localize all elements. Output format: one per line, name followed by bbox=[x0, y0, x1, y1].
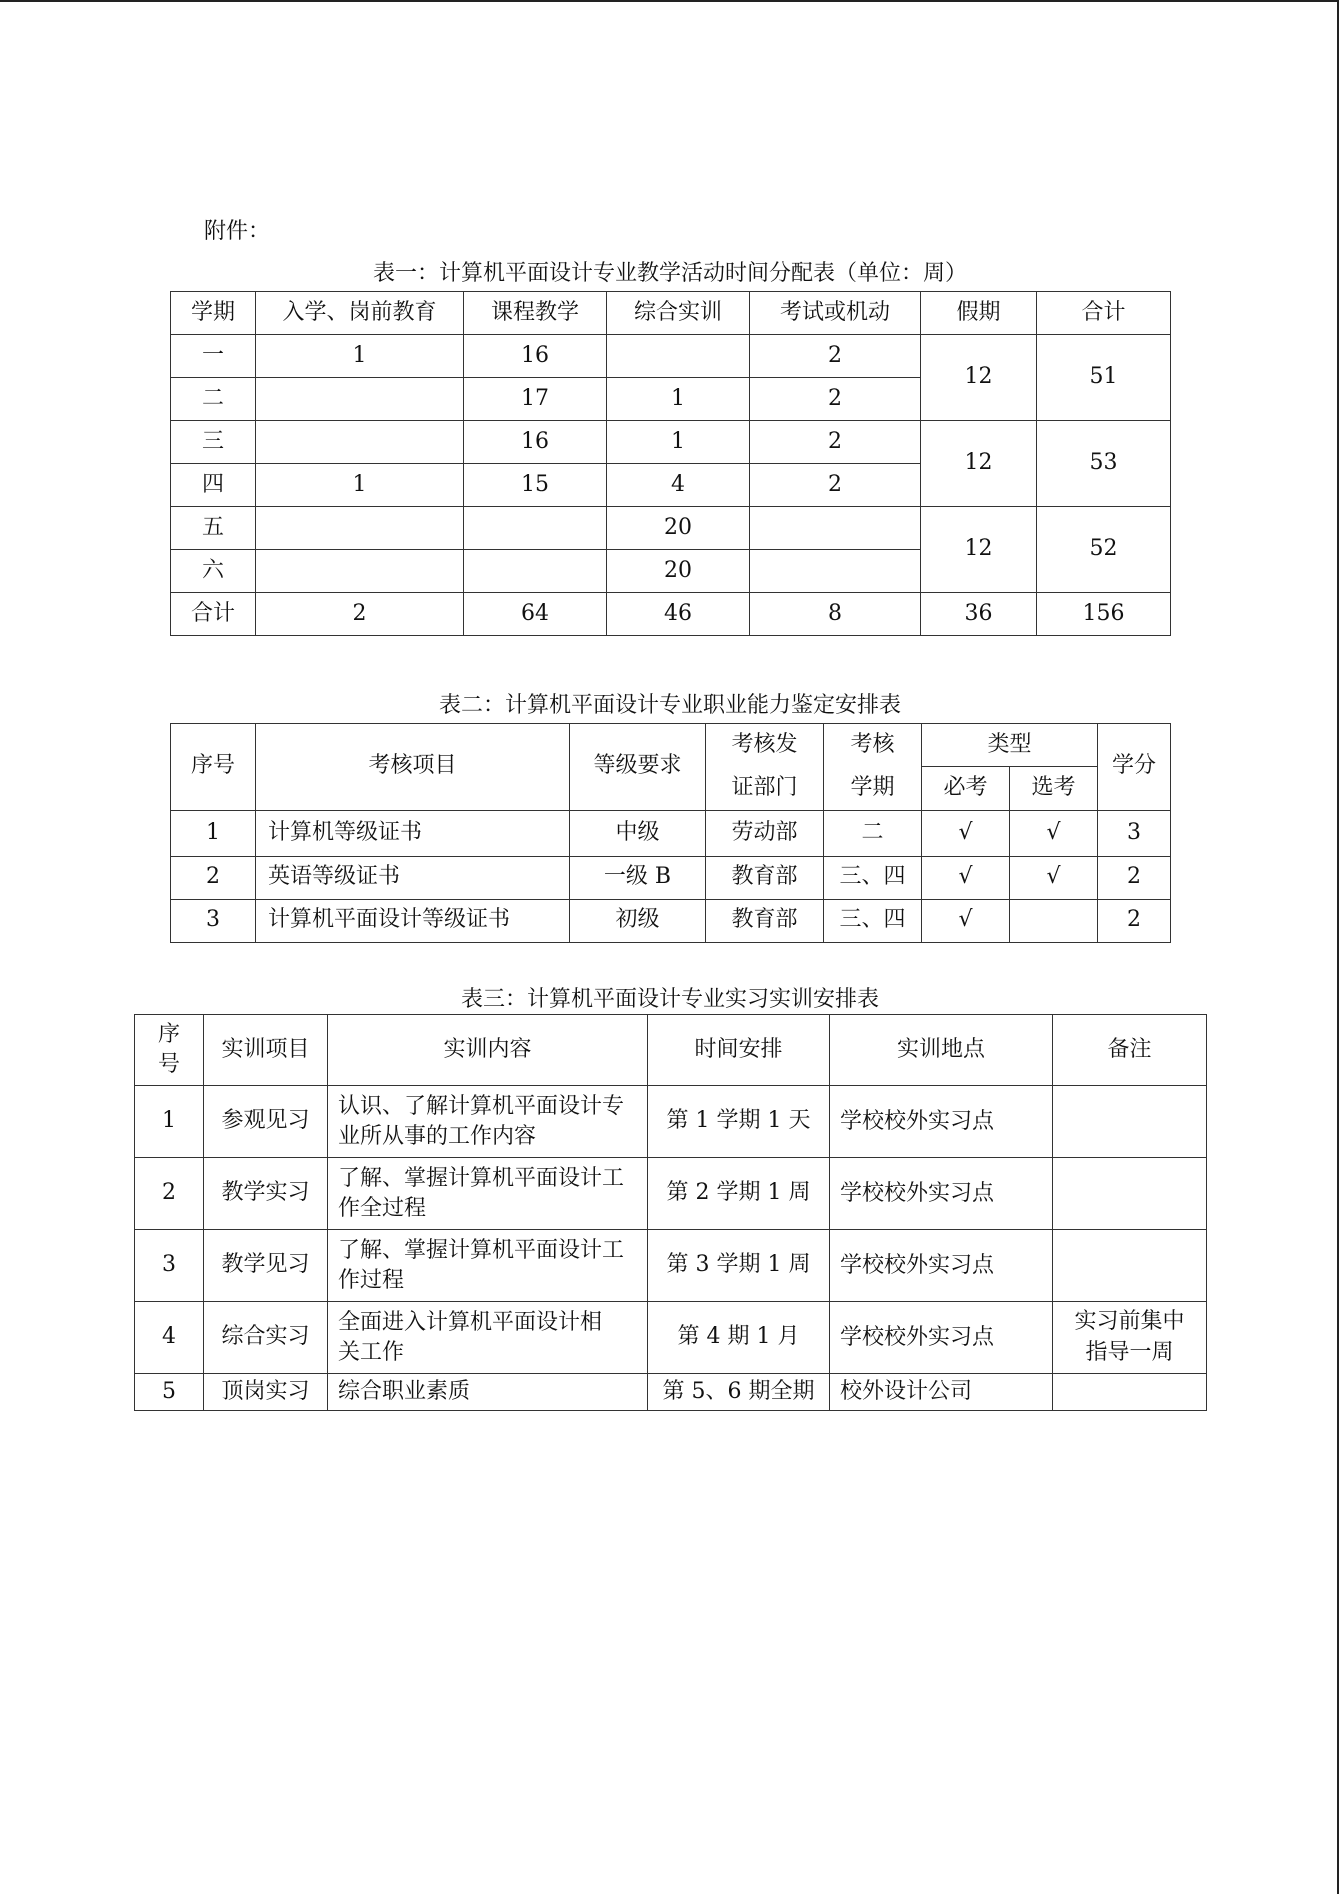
no-cell: 2 bbox=[171, 856, 256, 899]
header-cell: 实训项目 bbox=[204, 1015, 328, 1086]
time-allocation-table bbox=[170, 291, 1171, 636]
course-cell: 16 bbox=[464, 335, 607, 378]
content-line: 认识、了解计算机平面设计专 bbox=[338, 1093, 625, 1119]
term-cell: 二 bbox=[824, 810, 922, 856]
content-line: 全面进入计算机平面设计相 bbox=[338, 1309, 603, 1335]
header-cell: 考核项目 bbox=[256, 724, 570, 811]
header-cell: 实训内容 bbox=[328, 1015, 648, 1086]
project-cell: 综合实习 bbox=[204, 1302, 328, 1374]
remark-cell bbox=[1053, 1230, 1207, 1302]
level-cell: 初级 bbox=[570, 899, 706, 942]
course-cell bbox=[464, 507, 607, 550]
header-cell: 综合实训 bbox=[607, 292, 750, 335]
dept-cell: 劳动部 bbox=[706, 810, 824, 856]
content-cell bbox=[328, 1158, 648, 1230]
optional-cell: √ bbox=[1010, 856, 1098, 899]
header-cell: 类型 bbox=[922, 724, 1098, 767]
no-cell: 3 bbox=[171, 899, 256, 942]
header-cell: 考试或机动 bbox=[750, 292, 921, 335]
term-cell: 六 bbox=[171, 550, 256, 593]
total-cell: 53 bbox=[1037, 421, 1171, 507]
item-cell: 计算机等级证书 bbox=[256, 810, 570, 856]
item-cell: 英语等级证书 bbox=[256, 856, 570, 899]
course-cell: 17 bbox=[464, 378, 607, 421]
entrance-cell: 1 bbox=[256, 464, 464, 507]
project-cell: 教学见习 bbox=[204, 1230, 328, 1302]
header-cell: 等级要求 bbox=[570, 724, 706, 811]
total-label-cell: 合计 bbox=[171, 593, 256, 636]
content-line: 综合职业素质 bbox=[338, 1379, 471, 1405]
vacation-cell: 12 bbox=[921, 335, 1037, 421]
header-cell bbox=[706, 724, 824, 811]
no-cell: 1 bbox=[135, 1086, 204, 1158]
header-cell: 入学、岗前教育 bbox=[256, 292, 464, 335]
header-cell: 实训地点 bbox=[830, 1015, 1053, 1086]
header-line: 学期 bbox=[850, 774, 895, 800]
vacation-cell: 36 bbox=[921, 593, 1037, 636]
required-cell: √ bbox=[922, 810, 1010, 856]
schedule-cell: 第 5、6 期全期 bbox=[648, 1374, 830, 1411]
exam-cell: 2 bbox=[750, 421, 921, 464]
exam-cell: 8 bbox=[750, 593, 921, 636]
content-line: 作过程 bbox=[338, 1267, 405, 1293]
course-cell: 16 bbox=[464, 421, 607, 464]
no-cell: 4 bbox=[135, 1302, 204, 1374]
exam-cell: 2 bbox=[750, 378, 921, 421]
header-line: 号 bbox=[157, 1052, 180, 1077]
total-cell: 52 bbox=[1037, 507, 1171, 593]
header-cell: 必考 bbox=[922, 767, 1010, 810]
project-cell: 教学实习 bbox=[204, 1158, 328, 1230]
table3-caption: 表三：计算机平面设计专业实习实训安排表 bbox=[460, 987, 879, 1012]
dept-cell: 教育部 bbox=[706, 856, 824, 899]
content-line: 了解、掌握计算机平面设计工 bbox=[338, 1237, 625, 1263]
required-cell: √ bbox=[922, 899, 1010, 942]
header-line: 序 bbox=[157, 1022, 180, 1048]
remark-cell bbox=[1053, 1302, 1207, 1374]
header-line: 证部门 bbox=[731, 774, 798, 800]
practical-cell: 46 bbox=[607, 593, 750, 636]
entrance-cell bbox=[256, 507, 464, 550]
no-cell: 5 bbox=[135, 1374, 204, 1411]
content-line: 作全过程 bbox=[338, 1195, 427, 1221]
remark-line: 实习前集中 bbox=[1074, 1308, 1185, 1334]
table-header-row bbox=[135, 1015, 1207, 1086]
practical-cell bbox=[607, 335, 750, 378]
location-cell: 学校校外实习点 bbox=[830, 1158, 1053, 1230]
level-cell: 一级 B bbox=[570, 856, 706, 899]
total-cell: 156 bbox=[1037, 593, 1171, 636]
schedule-cell: 第 3 学期 1 周 bbox=[648, 1230, 830, 1302]
header-cell bbox=[135, 1015, 204, 1086]
table-row bbox=[171, 899, 1171, 942]
location-cell: 学校校外实习点 bbox=[830, 1230, 1053, 1302]
item-cell: 计算机平面设计等级证书 bbox=[256, 899, 570, 942]
content-line: 业所从事的工作内容 bbox=[338, 1123, 537, 1149]
remark-cell bbox=[1053, 1086, 1207, 1158]
term-cell: 四 bbox=[171, 464, 256, 507]
schedule-cell: 第 1 学期 1 天 bbox=[648, 1086, 830, 1158]
content-line: 关工作 bbox=[338, 1339, 405, 1365]
term-cell: 一 bbox=[171, 335, 256, 378]
content-line: 了解、掌握计算机平面设计工 bbox=[338, 1165, 625, 1191]
entrance-cell bbox=[256, 421, 464, 464]
optional-cell bbox=[1010, 899, 1098, 942]
header-cell: 备注 bbox=[1053, 1015, 1207, 1086]
term-cell: 三 bbox=[171, 421, 256, 464]
attachment-label: 附件： bbox=[204, 219, 271, 244]
table-row bbox=[171, 810, 1171, 856]
header-cell bbox=[824, 724, 922, 811]
course-cell: 64 bbox=[464, 593, 607, 636]
credit-cell: 2 bbox=[1098, 899, 1171, 942]
exam-cell: 2 bbox=[750, 335, 921, 378]
term-cell: 三、四 bbox=[824, 899, 922, 942]
optional-cell: √ bbox=[1010, 810, 1098, 856]
header-line: 考核 bbox=[850, 732, 895, 757]
remark-line: 指导一周 bbox=[1085, 1339, 1174, 1365]
content-cell bbox=[328, 1086, 648, 1158]
table-row bbox=[135, 1230, 1207, 1302]
content-cell bbox=[328, 1230, 648, 1302]
header-cell: 学期 bbox=[171, 292, 256, 335]
header-cell: 合计 bbox=[1037, 292, 1171, 335]
practical-cell: 20 bbox=[607, 507, 750, 550]
schedule-cell: 第 2 学期 1 周 bbox=[648, 1158, 830, 1230]
location-cell: 校外设计公司 bbox=[830, 1374, 1053, 1411]
header-cell: 序号 bbox=[171, 724, 256, 811]
table-row bbox=[135, 1086, 1207, 1158]
vacation-cell: 12 bbox=[921, 507, 1037, 593]
project-cell: 参观见习 bbox=[204, 1086, 328, 1158]
practical-cell: 20 bbox=[607, 550, 750, 593]
course-cell: 15 bbox=[464, 464, 607, 507]
header-line: 考核发 bbox=[731, 732, 798, 757]
table-header-row bbox=[171, 292, 1171, 335]
term-cell: 三、四 bbox=[824, 856, 922, 899]
table-row bbox=[171, 421, 1171, 464]
location-cell: 学校校外实习点 bbox=[830, 1302, 1053, 1374]
project-cell: 顶岗实习 bbox=[204, 1374, 328, 1411]
table2-caption: 表二：计算机平面设计专业职业能力鉴定安排表 bbox=[438, 693, 901, 718]
entrance-cell: 1 bbox=[256, 335, 464, 378]
term-cell: 二 bbox=[171, 378, 256, 421]
content-cell bbox=[328, 1374, 648, 1411]
remark-cell bbox=[1053, 1158, 1207, 1230]
no-cell: 3 bbox=[135, 1230, 204, 1302]
content-cell bbox=[328, 1302, 648, 1374]
dept-cell: 教育部 bbox=[706, 899, 824, 942]
total-cell: 51 bbox=[1037, 335, 1171, 421]
total-row bbox=[171, 593, 1171, 636]
table-row bbox=[135, 1302, 1207, 1374]
entrance-cell: 2 bbox=[256, 593, 464, 636]
table-row bbox=[171, 507, 1171, 550]
credit-cell: 3 bbox=[1098, 810, 1171, 856]
internship-table bbox=[134, 1014, 1207, 1411]
entrance-cell bbox=[256, 550, 464, 593]
entrance-cell bbox=[256, 378, 464, 421]
required-cell: √ bbox=[922, 856, 1010, 899]
table-header-row bbox=[171, 724, 1171, 767]
remark-cell bbox=[1053, 1374, 1207, 1411]
table-row bbox=[135, 1158, 1207, 1230]
header-cell: 课程教学 bbox=[464, 292, 607, 335]
vacation-cell: 12 bbox=[921, 421, 1037, 507]
exam-cell bbox=[750, 550, 921, 593]
page-top-edge bbox=[0, 0, 1339, 2]
table-row bbox=[171, 335, 1171, 378]
practical-cell: 1 bbox=[607, 421, 750, 464]
credit-cell: 2 bbox=[1098, 856, 1171, 899]
practical-cell: 1 bbox=[607, 378, 750, 421]
no-cell: 2 bbox=[135, 1158, 204, 1230]
no-cell: 1 bbox=[171, 810, 256, 856]
header-cell: 假期 bbox=[921, 292, 1037, 335]
course-cell bbox=[464, 550, 607, 593]
header-cell: 选考 bbox=[1010, 767, 1098, 810]
practical-cell: 4 bbox=[607, 464, 750, 507]
level-cell: 中级 bbox=[570, 810, 706, 856]
header-cell: 学分 bbox=[1098, 724, 1171, 811]
header-cell: 时间安排 bbox=[648, 1015, 830, 1086]
location-cell: 学校校外实习点 bbox=[830, 1086, 1053, 1158]
table-row bbox=[171, 856, 1171, 899]
exam-cell: 2 bbox=[750, 464, 921, 507]
exam-cell bbox=[750, 507, 921, 550]
schedule-cell: 第 4 期 1 月 bbox=[648, 1302, 830, 1374]
term-cell: 五 bbox=[171, 507, 256, 550]
table1-caption: 表一：计算机平面设计专业教学活动时间分配表（单位：周） bbox=[372, 261, 967, 286]
certification-table bbox=[170, 723, 1171, 943]
table-row bbox=[135, 1374, 1207, 1411]
